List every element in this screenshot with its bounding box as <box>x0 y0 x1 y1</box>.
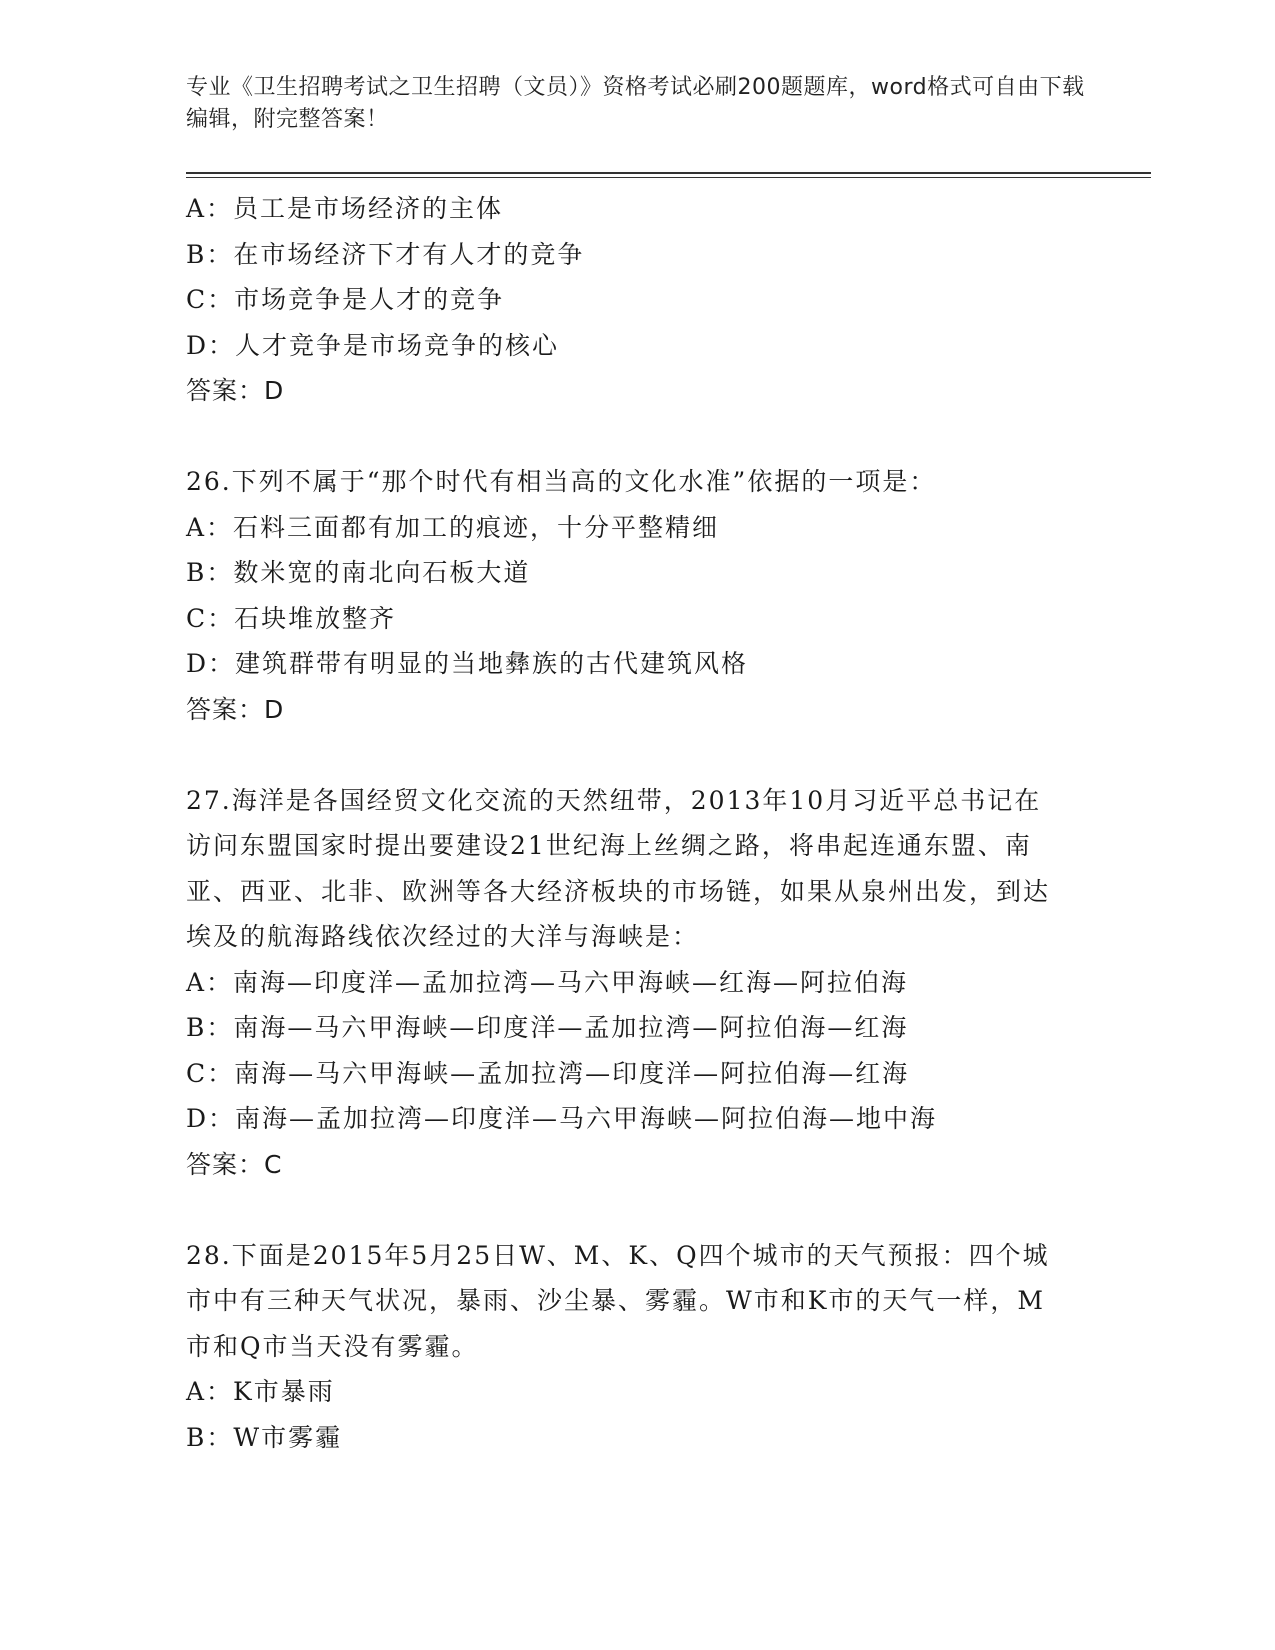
option-b: B：在市场经济下才有人才的竞争 <box>186 239 585 269</box>
spacer <box>186 732 1086 778</box>
option-d: D：人才竞争是市场竞争的核心 <box>186 330 560 360</box>
question-stem: 28.下面是2015年5月25日W、M、K、Q四个城市的天气预报：四个城市中有三种天气状况，暴雨、沙尘暴、雾霾。W市和K市的天气一样，M市和Q市当天没有雾霾。 <box>186 1240 1050 1361</box>
option-a: A：员工是市场经济的主体 <box>186 194 504 223</box>
answer: 答案：C <box>186 1149 283 1179</box>
option-d: D：建筑群带有明显的当地彝族的古代建筑风格 <box>186 649 749 678</box>
document-header <box>186 72 1086 136</box>
option-b: B：数米宽的南北向石板大道 <box>186 558 531 587</box>
option-a: A：K市暴雨 <box>186 1377 335 1406</box>
answer: 答案：D <box>186 376 285 405</box>
question-25 <box>186 186 1086 414</box>
question-27 <box>186 778 1086 1188</box>
question-list <box>186 186 1086 1460</box>
question-stem: 27.海洋是各国经贸文化交流的天然纽带，2013年10月习近平总书记在访问东盟国家时提出要建设21世纪海上丝绸之路，将串起连通东盟、南亚、西亚、北非、欧洲等各大经济板块的市场链，如果从泉州出发，到达埃及的航海路线依次经过的大洋与海峡是： <box>186 785 1051 951</box>
question-stem: 26.下列不属于“那个时代有相当高的文化水准”依据的一项是： <box>186 467 937 496</box>
header-rule <box>186 172 1151 178</box>
option-d: D：南海—孟加拉湾—印度洋—马六甲海峡—阿拉伯海—地中海 <box>186 1104 938 1133</box>
spacer <box>186 414 1086 460</box>
question-26 <box>186 459 1086 732</box>
option-c: C：南海—马六甲海峡—孟加拉湾—印度洋—阿拉伯海—红海 <box>186 1058 910 1088</box>
answer: 答案：D <box>186 694 285 724</box>
question-28 <box>186 1233 1086 1461</box>
option-c: C：市场竞争是人才的竞争 <box>186 285 505 314</box>
option-b: B：南海—马六甲海峡—印度洋—孟加拉湾—阿拉伯海—红海 <box>186 1013 909 1042</box>
spacer <box>186 1187 1086 1233</box>
option-a: A：南海—印度洋—孟加拉湾—马六甲海峡—红海—阿拉伯海 <box>186 967 909 997</box>
option-b: B：W市雾霾 <box>186 1422 343 1452</box>
option-a: A：石料三面都有加工的痕迹，十分平整精细 <box>186 512 720 542</box>
option-c: C：石块堆放整齐 <box>186 603 397 633</box>
header-text: 专业《卫生招聘考试之卫生招聘（文员）》资格考试必刷200题题库，word格式可自由下载编辑，附完整答案！ <box>186 75 1085 132</box>
